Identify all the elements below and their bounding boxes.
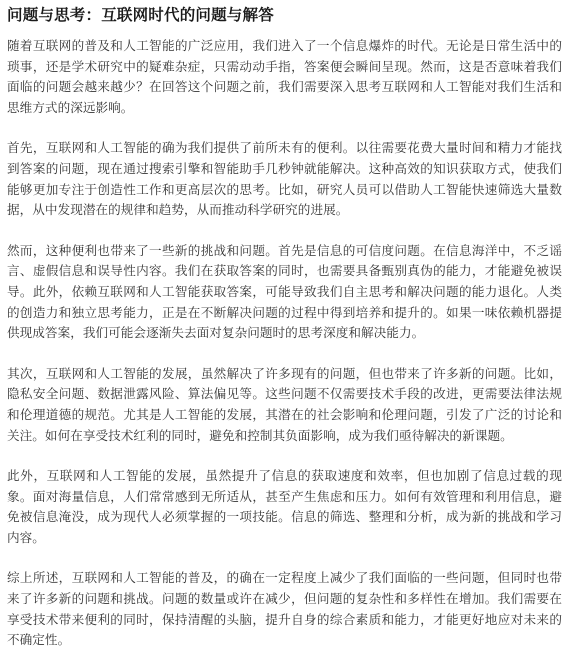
paragraph-5: 此外，互联网和人工智能的发展，虽然提升了信息的获取速度和效率，但也加剧了信息过载的现象。面对海量信息，人们常常感到无所适从，甚至产生焦虑和压力。如何有效管理和利用信息，避免被信息淹没，成为现代人必须掌握的一项技能。信息的筛选、整理和分析，成为新的挑战和学习内容。 — [7, 468, 562, 545]
paragraph-4: 其次，互联网和人工智能的发展，虽然解决了许多现有的问题，但也带来了许多新的问题。比如，隐私安全问题、数据泄露风险、算法偏见等。这些问题不仅需要技术手段的改进，更需要法律法规和伦理道德的规范。尤其是人工智能的发展，其潜在的社会影响和伦理问题，引发了广泛的讨论和关注。如何在享受技术红利的同时，避免和控制其负面影响，成为我们亟待解决的新课题。 — [7, 365, 562, 443]
paragraph-6: 综上所述，互联网和人工智能的普及，的确在一定程度上减少了我们面临的一些问题，但同时也带来了许多新的问题和挑战。问题的数量或许在减少，但问题的复杂性和多样性在增加。我们需要在享受技术带来便利的同时，保持清醒的头脑，提升自身的综合素质和能力，才能更好地应对未来的不确定性。 — [7, 570, 562, 648]
paragraph-1: 随着互联网的普及和人工智能的广泛应用，我们进入了一个信息爆炸的时代。无论是日常生活中的琐事，还是学术研究中的疑难杂症，只需动动手指，答案便会瞬间呈现。然而，这是否意味着我们面临的问题会越来越少？在回答这个问题之前，我们需要深入思考互联网和人工智能对我们生活和思维方式的深远影响。 — [7, 38, 562, 115]
paragraph-3: 然而，这种便利也带来了一些新的挑战和问题。首先是信息的可信度问题。在信息海洋中，不乏谣言、虚假信息和误导性内容。我们在获取答案的同时，也需要具备甄别真伪的能力，才能避免被误导。此外，依赖互联网和人工智能获取答案，可能导致我们自主思考和解决问题的能力退化。人类的创造力和独立思考能力，正是在不断解决问题的过程中得到培养和提升的。如果一味依赖机器提供现成答案，我们可能会逐渐失去面对复杂问题时的思考深度和解决能力。 — [7, 242, 562, 341]
article-title: 问题与思考：互联网时代的问题与解答 — [7, 6, 274, 24]
paragraph-2: 首先，互联网和人工智能的确为我们提供了前所未有的便利。以往需要花费大量时间和精力才能找到答案的问题，现在通过搜索引擎和智能助手几秒钟就能解决。这种高效的知识获取方式，使我们能够更加专注于创造性工作和更高层次的思考。比如，研究人员可以借助人工智能快速筛选大量数据，从中发现潜在的规律和趋势，从而推动科学研究的进展。 — [7, 140, 562, 218]
